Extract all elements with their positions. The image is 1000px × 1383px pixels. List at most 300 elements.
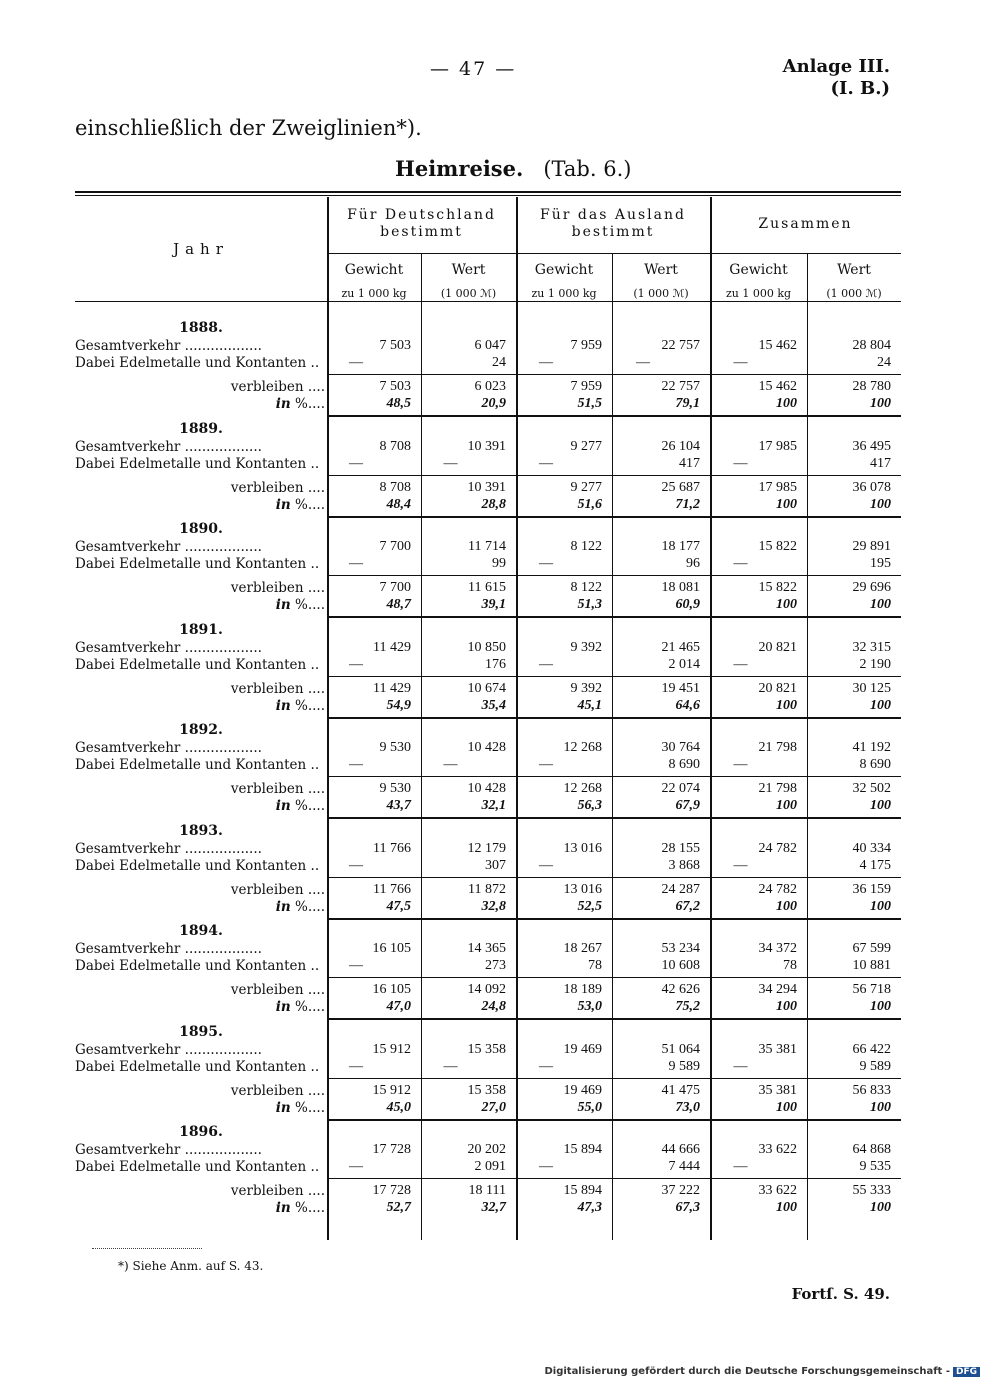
prozent-cell: 47,3 — [577, 1200, 602, 1215]
prozent-cell: 64,6 — [675, 698, 700, 713]
prozent-label — [75, 597, 325, 613]
verbleiben-label: verbleiben .... — [230, 781, 325, 797]
gesamt-cell: 9 392 — [570, 640, 602, 655]
dabei-cell: — — [733, 1159, 748, 1174]
dabei-cell: — — [539, 1059, 553, 1074]
dabei-cell: — — [733, 858, 748, 873]
dabei-cell: — — [349, 958, 363, 973]
verbleiben-cell: 11 766 — [373, 882, 411, 897]
verbleiben-label: verbleiben .... — [230, 1083, 325, 1099]
verbleiben-cell: 18 081 — [661, 580, 700, 595]
gewicht-header: Gewicht — [344, 262, 404, 278]
verbleiben-cell: 22 757 — [661, 379, 700, 394]
dabei-cell: — — [349, 757, 363, 772]
gesamt-cell: 7 700 — [379, 539, 411, 554]
prozent-cell: 39,1 — [481, 597, 506, 612]
gesamtverkehr-label: Gesamtverkehr .................. — [75, 740, 262, 756]
prozent-cell: 100 — [776, 597, 797, 612]
percent-sign: % — [295, 698, 308, 714]
year-label: 1889. — [179, 421, 223, 437]
gesamt-cell: 64 868 — [852, 1142, 891, 1157]
gesamtverkehr-label: Gesamtverkehr .................. — [75, 841, 262, 857]
gesamt-cell: 8 708 — [379, 439, 411, 454]
gesamt-cell: 10 428 — [467, 740, 506, 755]
dabei-cell: 78 — [783, 958, 797, 973]
year-label: 1891. — [179, 622, 223, 638]
gesamt-cell: 28 155 — [661, 841, 700, 856]
subheading-tab: (Tab. 6.) — [543, 157, 632, 181]
gesamt-cell: 12 179 — [467, 841, 506, 856]
gesamt-cell: 15 358 — [467, 1042, 506, 1057]
percent-sign: % — [295, 1200, 308, 1216]
header-rule — [75, 301, 901, 302]
gesamt-cell: 28 804 — [852, 338, 891, 353]
prozent-cell: 48,5 — [386, 396, 411, 411]
gesamt-cell: 24 782 — [758, 841, 797, 856]
verbleiben-cell: 10 428 — [467, 781, 506, 796]
prozent-label — [75, 1200, 325, 1216]
wert-unit: (1 000 ℳ) — [826, 287, 882, 300]
verbleiben-label: verbleiben .... — [230, 882, 325, 898]
gesamt-cell: 30 764 — [661, 740, 700, 755]
prozent-cell: 100 — [776, 1200, 797, 1215]
prozent-cell: 43,7 — [386, 798, 411, 813]
dfg-text: Digitalisierung gefördert durch die Deutsche Forschungsgemeinschaft - — [544, 1366, 950, 1377]
year-label: 1890. — [179, 521, 223, 537]
verbleiben-label: verbleiben .... — [230, 580, 325, 596]
percent-sign: % — [295, 396, 308, 412]
gesamt-cell: 32 315 — [852, 640, 891, 655]
gewicht-unit: zu 1 000 kg — [531, 287, 597, 300]
dabei-cell: — — [349, 1059, 363, 1074]
gesamt-cell: 9 530 — [379, 740, 411, 755]
prozent-cell: 51,5 — [577, 396, 602, 411]
verbleiben-cell: 7 503 — [379, 379, 411, 394]
verbleiben-cell: 11 872 — [468, 882, 506, 897]
subtotal-rule — [327, 1078, 901, 1079]
verbleiben-cell: 13 016 — [563, 882, 602, 897]
gewicht-unit: zu 1 000 kg — [341, 287, 407, 300]
prozent-cell: 27,0 — [481, 1100, 506, 1115]
edelmetalle-label: Dabei Edelmetalle und Kontanten .. — [75, 355, 320, 371]
percent-sign: % — [295, 999, 308, 1015]
verbleiben-cell: 56 718 — [852, 982, 891, 997]
verbleiben-cell: 19 469 — [563, 1083, 602, 1098]
subtotal-rule — [327, 776, 901, 777]
verbleiben-label: verbleiben .... — [230, 379, 325, 395]
gesamtverkehr-label: Gesamtverkehr .................. — [75, 640, 262, 656]
dabei-cell: 10 881 — [852, 958, 891, 973]
appendix-label — [783, 56, 890, 100]
prozent-cell: 67,3 — [675, 1200, 700, 1215]
verbleiben-cell: 11 429 — [373, 681, 411, 696]
gesamt-cell: 33 622 — [758, 1142, 797, 1157]
wert-header: Wert — [644, 262, 678, 278]
verbleiben-cell: 10 391 — [467, 480, 506, 495]
subtotal-rule — [327, 977, 901, 978]
verbleiben-cell: 18 189 — [563, 982, 602, 997]
dabei-cell: 273 — [485, 958, 506, 973]
dabei-cell: 417 — [870, 456, 891, 471]
prozent-cell: 48,4 — [386, 497, 411, 512]
group-underline — [516, 253, 710, 254]
prozent-label — [75, 999, 325, 1015]
verbleiben-cell: 17 728 — [372, 1183, 411, 1198]
prozent-label — [75, 1100, 325, 1116]
dabei-cell: 195 — [870, 556, 891, 571]
prozent-cell: 45,0 — [386, 1100, 411, 1115]
verbleiben-cell: 16 105 — [372, 982, 411, 997]
subtotal-rule — [327, 877, 901, 878]
gesamt-cell: 20 821 — [758, 640, 797, 655]
prozent-cell: 53,0 — [577, 999, 602, 1014]
subtotal-rule — [327, 1178, 901, 1179]
year-separator — [327, 918, 901, 920]
prozent-cell: 79,1 — [675, 396, 700, 411]
year-label: 1896. — [179, 1124, 223, 1140]
gesamt-cell: 44 666 — [661, 1142, 700, 1157]
in-text: in — [275, 798, 291, 814]
verbleiben-cell: 19 451 — [661, 681, 700, 696]
prozent-cell: 67,9 — [675, 798, 700, 813]
prozent-cell: 47,0 — [386, 999, 411, 1014]
dfg-credit — [544, 1366, 980, 1377]
gewicht-header: Gewicht — [729, 262, 788, 278]
percent-dots: .... — [307, 999, 325, 1015]
verbleiben-cell: 41 475 — [661, 1083, 700, 1098]
verbleiben-cell: 15 822 — [758, 580, 797, 595]
gesamtverkehr-label: Gesamtverkehr .................. — [75, 439, 262, 455]
dabei-cell: — — [349, 1159, 363, 1174]
gesamt-cell: 13 016 — [563, 841, 602, 856]
verbleiben-cell: 15 912 — [372, 1083, 411, 1098]
dabei-cell: 9 589 — [668, 1059, 700, 1074]
dabei-cell: 96 — [686, 556, 700, 571]
verbleiben-label: verbleiben .... — [230, 480, 325, 496]
year-label: 1893. — [179, 823, 223, 839]
in-text: in — [275, 1100, 291, 1116]
percent-sign: % — [295, 1100, 308, 1116]
wert-header: Wert — [451, 262, 486, 278]
dabei-cell: 24 — [492, 355, 506, 370]
prozent-cell: 47,5 — [386, 899, 411, 914]
gesamt-cell: 10 850 — [467, 640, 506, 655]
gesamt-cell: 7 503 — [379, 338, 411, 353]
dabei-cell: — — [539, 1159, 553, 1174]
dabei-cell: 2 091 — [474, 1159, 506, 1174]
gesamt-cell: 41 192 — [852, 740, 891, 755]
gesamt-cell: 7 959 — [570, 338, 602, 353]
percent-dots: .... — [307, 497, 325, 513]
wert-header: Wert — [837, 262, 871, 278]
dabei-cell: 2 014 — [668, 657, 700, 672]
prozent-cell: 52,7 — [386, 1200, 411, 1215]
prozent-cell: 100 — [870, 999, 891, 1014]
prozent-label — [75, 899, 325, 915]
dfg-logo: DFG — [953, 1367, 980, 1377]
gesamt-cell: 15 912 — [372, 1042, 411, 1057]
verbleiben-cell: 7 700 — [379, 580, 411, 595]
group-underline — [710, 253, 901, 254]
verbleiben-cell: 11 615 — [468, 580, 506, 595]
prozent-cell: 35,4 — [481, 698, 506, 713]
percent-sign: % — [295, 899, 308, 915]
percent-dots: .... — [307, 1200, 325, 1216]
wert-unit: (1 000 ℳ) — [633, 287, 689, 300]
prozent-label — [75, 698, 325, 714]
prozent-cell: 100 — [870, 396, 891, 411]
gesamt-cell: 36 495 — [852, 439, 891, 454]
gesamt-cell: 17 985 — [758, 439, 797, 454]
gesamt-cell: 21 465 — [661, 640, 700, 655]
dabei-cell: — — [733, 1059, 748, 1074]
percent-dots: .... — [307, 899, 325, 915]
group-header-1-line1: Für Deutschland — [347, 207, 496, 223]
year-separator — [327, 817, 901, 819]
prozent-cell: 24,8 — [481, 999, 506, 1014]
prozent-label — [75, 497, 325, 513]
percent-dots: .... — [307, 597, 325, 613]
in-text: in — [275, 497, 291, 513]
gesamt-cell: 11 714 — [468, 539, 506, 554]
prozent-cell: 28,8 — [481, 497, 506, 512]
prozent-cell: 100 — [870, 899, 891, 914]
gesamt-cell: 16 105 — [372, 941, 411, 956]
verbleiben-cell: 9 392 — [570, 681, 602, 696]
year-separator — [327, 1018, 901, 1020]
verbleiben-cell: 36 078 — [852, 480, 891, 495]
wert-unit: (1 000 ℳ) — [440, 287, 497, 300]
prozent-cell: 100 — [870, 597, 891, 612]
verbleiben-label: verbleiben .... — [230, 681, 325, 697]
dabei-cell: 4 175 — [859, 858, 891, 873]
verbleiben-cell: 18 111 — [468, 1183, 506, 1198]
prozent-cell: 73,0 — [675, 1100, 700, 1115]
verbleiben-cell: 8 708 — [379, 480, 411, 495]
verbleiben-cell: 42 626 — [661, 982, 700, 997]
gesamt-cell: 34 372 — [758, 941, 797, 956]
gesamt-cell: 14 365 — [467, 941, 506, 956]
prozent-cell: 51,6 — [577, 497, 602, 512]
verbleiben-label: verbleiben .... — [230, 982, 325, 998]
prozent-cell: 100 — [870, 698, 891, 713]
appendix-title: Anlage III. — [782, 56, 890, 77]
dabei-cell: 2 190 — [859, 657, 891, 672]
dabei-cell: — — [443, 757, 458, 772]
dabei-cell: 9 589 — [859, 1059, 891, 1074]
in-text: in — [275, 597, 291, 613]
dabei-cell: — — [443, 1059, 458, 1074]
verbleiben-cell: 22 074 — [661, 781, 700, 796]
gesamt-cell: 11 429 — [373, 640, 411, 655]
gewicht-unit: zu 1 000 kg — [725, 287, 792, 300]
prozent-cell: 32,7 — [481, 1200, 506, 1215]
prozent-cell: 51,3 — [577, 597, 602, 612]
verbleiben-cell: 21 798 — [758, 781, 797, 796]
edelmetalle-label: Dabei Edelmetalle und Kontanten .. — [75, 757, 320, 773]
edelmetalle-label: Dabei Edelmetalle und Kontanten .. — [75, 858, 320, 874]
subtotal-rule — [327, 676, 901, 677]
dabei-cell: 176 — [485, 657, 506, 672]
percent-dots: .... — [307, 698, 325, 714]
dabei-cell: — — [349, 355, 363, 370]
gesamt-cell: 18 267 — [563, 941, 602, 956]
gesamt-cell: 9 277 — [570, 439, 602, 454]
subtotal-rule — [327, 575, 901, 576]
year-label: 1888. — [179, 320, 223, 336]
gewicht-header: Gewicht — [534, 262, 594, 278]
in-text: in — [275, 899, 291, 915]
dabei-cell: 307 — [485, 858, 506, 873]
percent-dots: .... — [307, 396, 325, 412]
gesamt-cell: 15 894 — [563, 1142, 602, 1157]
edelmetalle-label: Dabei Edelmetalle und Kontanten .. — [75, 958, 320, 974]
gesamt-cell: 15 462 — [758, 338, 797, 353]
gesamt-cell: 26 104 — [661, 439, 700, 454]
gesamtverkehr-label: Gesamtverkehr .................. — [75, 338, 262, 354]
gesamt-cell: 20 202 — [467, 1142, 506, 1157]
prozent-cell: 55,0 — [577, 1100, 602, 1115]
edelmetalle-label: Dabei Edelmetalle und Kontanten .. — [75, 1159, 320, 1175]
gesamt-cell: 51 064 — [661, 1042, 700, 1057]
prozent-cell: 60,9 — [675, 597, 700, 612]
dabei-cell: 8 690 — [859, 757, 891, 772]
percent-sign: % — [295, 798, 308, 814]
verbleiben-cell: 7 959 — [570, 379, 602, 394]
table-subheading — [395, 156, 631, 181]
verbleiben-cell: 30 125 — [852, 681, 891, 696]
verbleiben-cell: 15 358 — [467, 1083, 506, 1098]
gesamt-cell: 67 599 — [852, 941, 891, 956]
gesamt-cell: 40 334 — [852, 841, 891, 856]
verbleiben-cell: 15 894 — [563, 1183, 602, 1198]
prozent-cell: 32,1 — [481, 798, 506, 813]
verbleiben-cell: 9 530 — [379, 781, 411, 796]
prozent-cell: 100 — [776, 999, 797, 1014]
dabei-cell: 8 690 — [668, 757, 700, 772]
percent-sign: % — [295, 597, 308, 613]
dabei-cell: 10 608 — [661, 958, 700, 973]
group-header-2-line2: bestimmt — [571, 224, 655, 240]
verbleiben-cell: 20 821 — [758, 681, 797, 696]
dabei-cell: — — [349, 858, 363, 873]
verbleiben-cell: 17 985 — [758, 480, 797, 495]
group-header-2-line1: Für das Ausland — [540, 207, 686, 223]
edelmetalle-label: Dabei Edelmetalle und Kontanten .. — [75, 1059, 320, 1075]
in-text: in — [275, 396, 291, 412]
verbleiben-cell: 25 687 — [661, 480, 700, 495]
dabei-cell: — — [733, 556, 748, 571]
in-text: in — [275, 999, 291, 1015]
prozent-cell: 100 — [870, 497, 891, 512]
edelmetalle-label: Dabei Edelmetalle und Kontanten .. — [75, 657, 320, 673]
gesamtverkehr-label: Gesamtverkehr .................. — [75, 1042, 262, 1058]
gesamt-cell: 10 391 — [467, 439, 506, 454]
year-separator — [327, 616, 901, 618]
footnote: *) Siehe Anm. auf S. 43. — [118, 1259, 264, 1273]
prozent-cell: 32,8 — [481, 899, 506, 914]
verbleiben-cell: 29 696 — [852, 580, 891, 595]
dabei-cell: — — [539, 657, 553, 672]
footnote-rule — [92, 1248, 202, 1249]
dabei-cell: — — [349, 456, 363, 471]
dabei-cell: — — [539, 355, 553, 370]
dabei-cell: — — [443, 456, 458, 471]
gesamt-cell: 8 122 — [570, 539, 602, 554]
table-top-rule-thin — [75, 195, 901, 196]
dabei-cell: — — [733, 657, 748, 672]
dabei-cell: — — [733, 456, 748, 471]
dabei-cell: 417 — [679, 456, 700, 471]
year-separator — [327, 516, 901, 518]
percent-sign: % — [295, 497, 308, 513]
in-text: in — [275, 1200, 291, 1216]
subheading-title: Heimreise. — [395, 156, 524, 181]
verbleiben-cell: 36 159 — [852, 882, 891, 897]
verbleiben-label: verbleiben .... — [230, 1183, 325, 1199]
verbleiben-cell: 15 462 — [758, 379, 797, 394]
prozent-cell: 52,5 — [577, 899, 602, 914]
gesamtverkehr-label: Gesamtverkehr .................. — [75, 1142, 262, 1158]
year-label: 1892. — [179, 722, 223, 738]
verbleiben-cell: 9 277 — [570, 480, 602, 495]
dabei-cell: — — [733, 757, 748, 772]
verbleiben-cell: 24 287 — [661, 882, 700, 897]
prozent-cell: 67,2 — [675, 899, 700, 914]
verbleiben-cell: 6 023 — [474, 379, 506, 394]
prozent-label — [75, 396, 325, 412]
dabei-cell: — — [539, 456, 553, 471]
gesamt-cell: 6 047 — [474, 338, 506, 353]
verbleiben-cell: 34 294 — [758, 982, 797, 997]
prozent-cell: 45,1 — [577, 698, 602, 713]
continuation-note: Fortſ. S. 49. — [791, 1285, 890, 1303]
subtotal-rule — [327, 475, 901, 476]
dabei-cell: 78 — [588, 958, 602, 973]
dabei-cell: 24 — [877, 355, 891, 370]
dabei-cell: — — [349, 556, 363, 571]
gesamt-cell: 11 766 — [373, 841, 411, 856]
prozent-cell: 100 — [776, 899, 797, 914]
gesamt-cell: 53 234 — [661, 941, 700, 956]
gesamt-cell: 29 891 — [852, 539, 891, 554]
group-header-3-line1: Zusammen — [758, 216, 853, 232]
verbleiben-cell: 8 122 — [570, 580, 602, 595]
dabei-cell: — — [539, 757, 553, 772]
verbleiben-cell: 35 381 — [758, 1083, 797, 1098]
prozent-cell: 48,7 — [386, 597, 411, 612]
verbleiben-cell: 33 622 — [758, 1183, 797, 1198]
gesamt-cell: 19 469 — [563, 1042, 602, 1057]
percent-dots: .... — [307, 798, 325, 814]
percent-dots: .... — [307, 1100, 325, 1116]
verbleiben-cell: 12 268 — [563, 781, 602, 796]
prozent-label — [75, 798, 325, 814]
verbleiben-cell: 56 833 — [852, 1083, 891, 1098]
in-text: in — [275, 698, 291, 714]
dabei-cell: — — [733, 355, 748, 370]
gesamt-cell: 12 268 — [563, 740, 602, 755]
year-label: 1895. — [179, 1024, 223, 1040]
year-separator — [327, 717, 901, 719]
gesamt-cell: 17 728 — [372, 1142, 411, 1157]
prozent-cell: 100 — [870, 1100, 891, 1115]
verbleiben-cell: 32 502 — [852, 781, 891, 796]
gesamtverkehr-label: Gesamtverkehr .................. — [75, 539, 262, 555]
dabei-cell: — — [636, 355, 650, 370]
gesamt-cell: 15 822 — [758, 539, 797, 554]
prozent-cell: 100 — [776, 497, 797, 512]
